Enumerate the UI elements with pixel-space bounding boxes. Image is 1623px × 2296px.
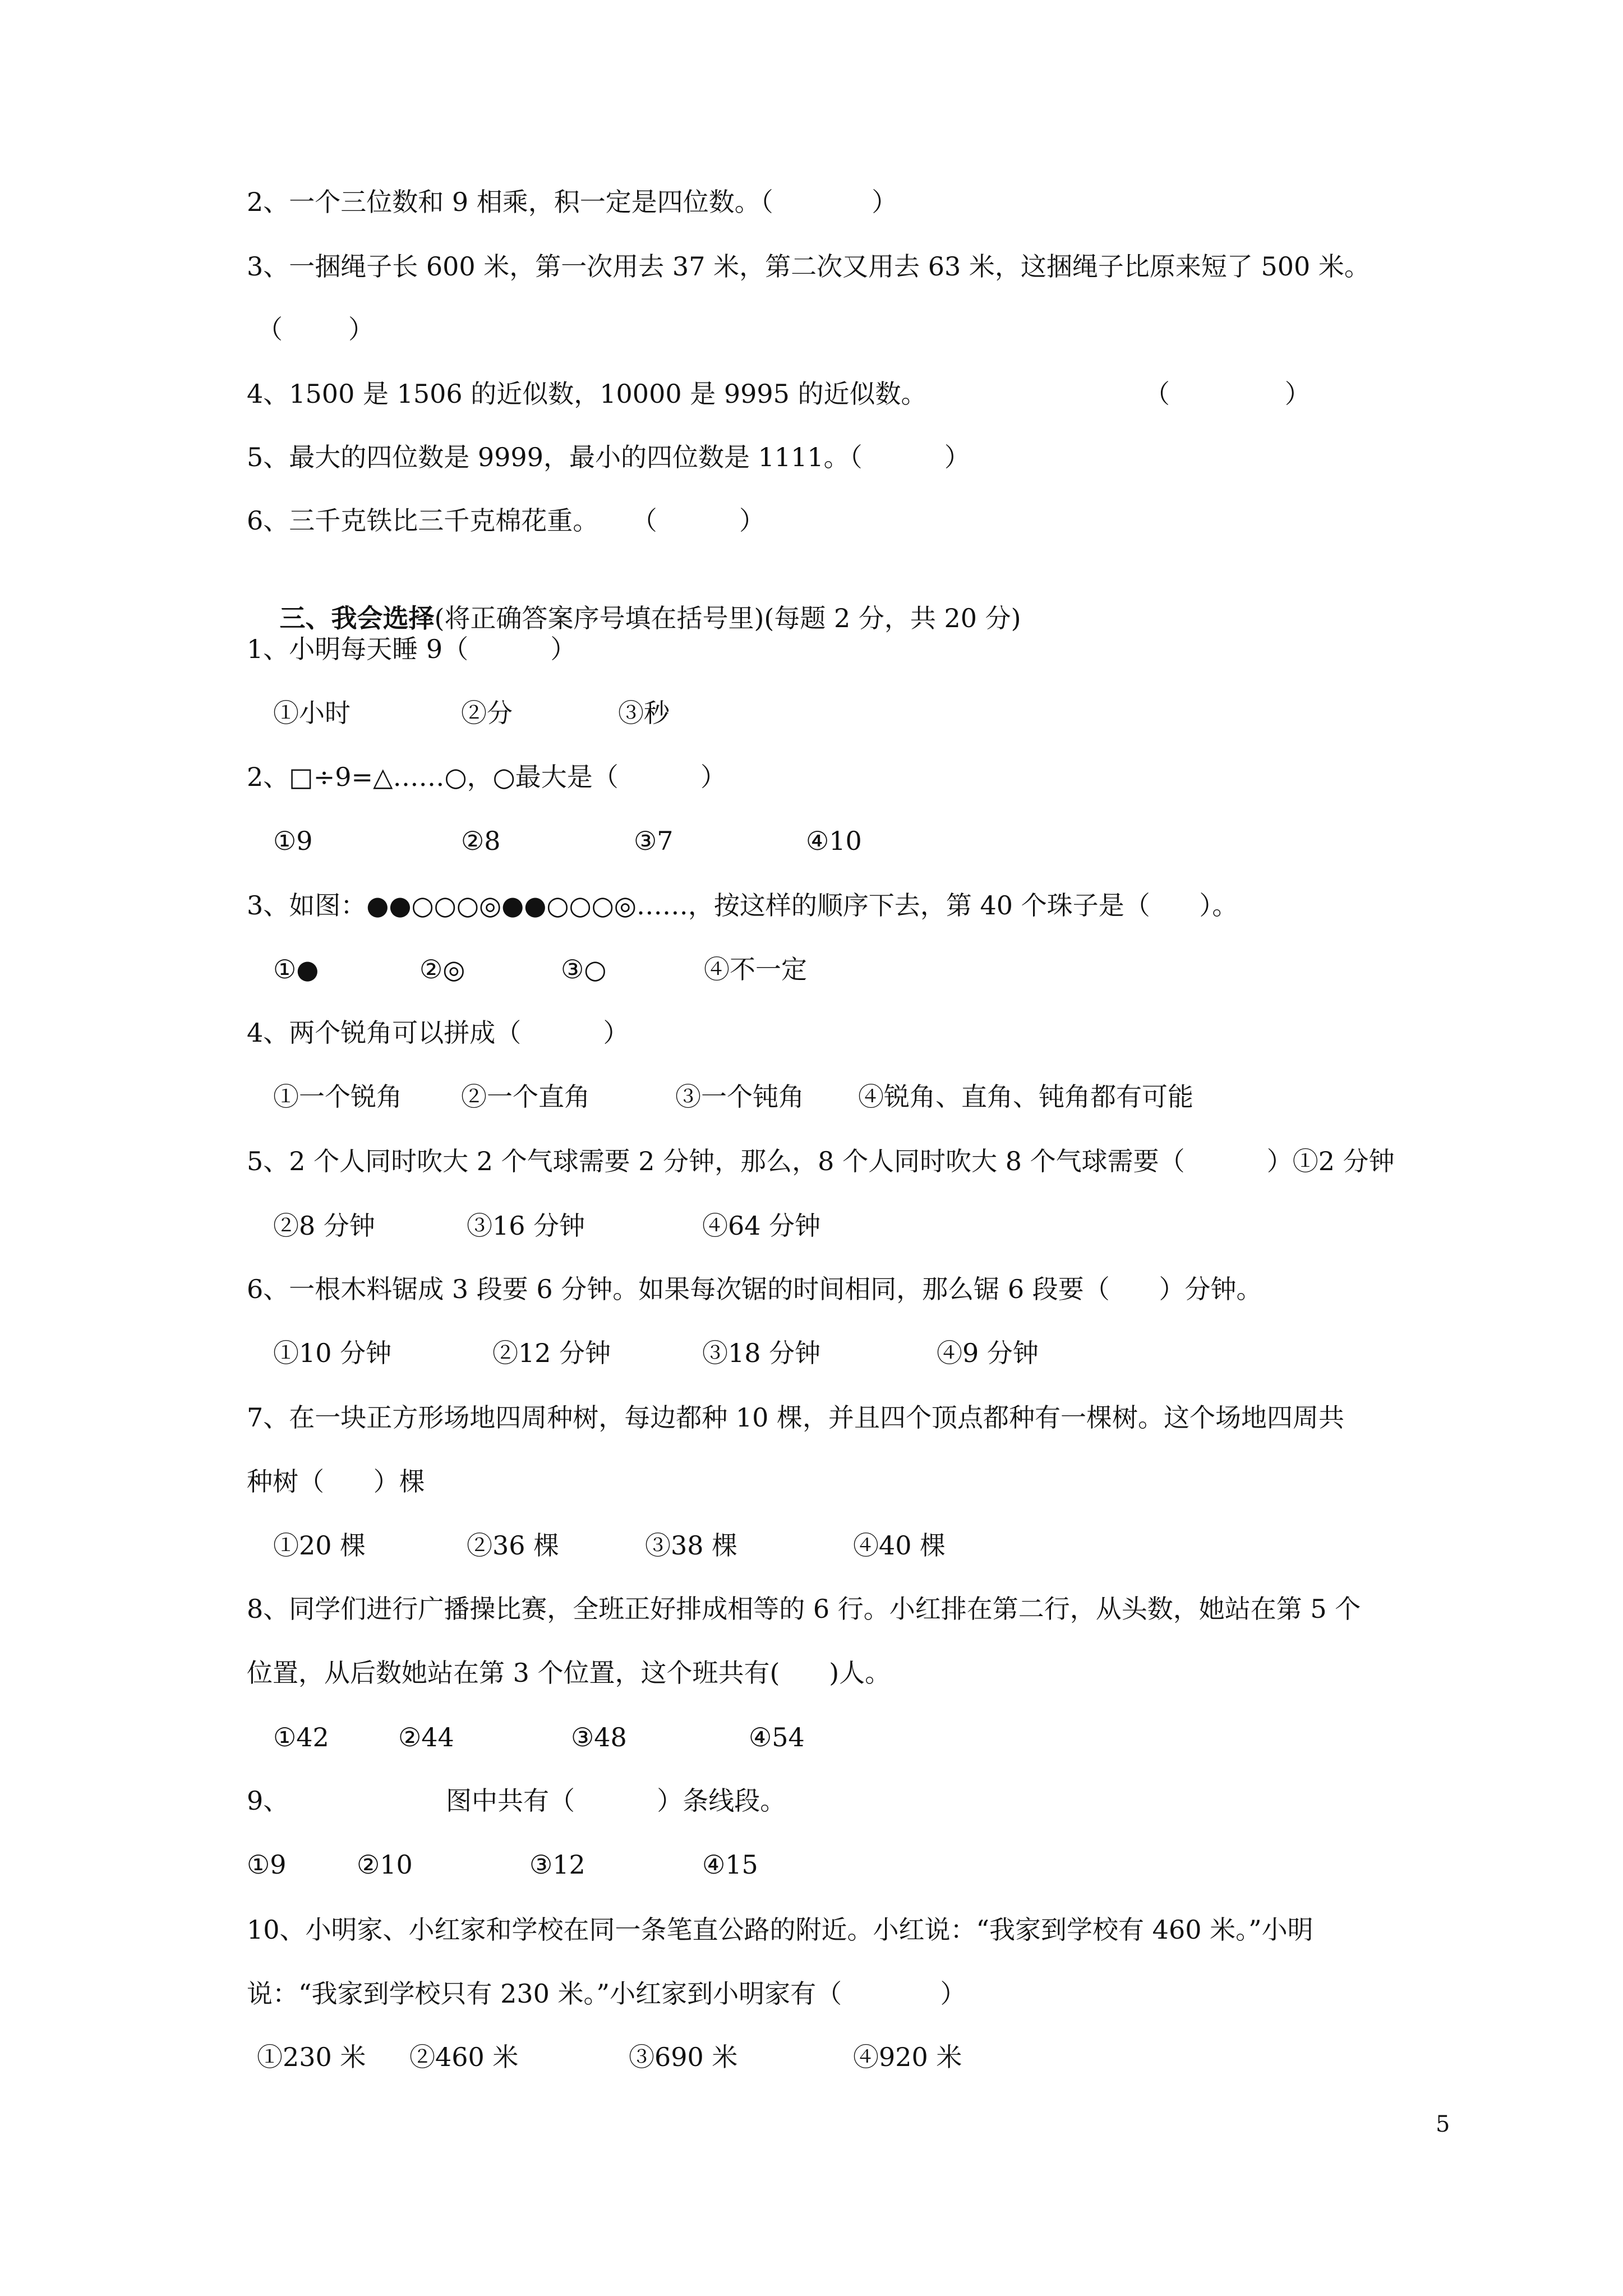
choice-options-1 [0, 696, 1623, 730]
choice-question-7: 7、在一块正方形场地四周种树，每边都种 10 棵，并且四个顶点都种有一棵树。这个场地四周共 [247, 1402, 1345, 1433]
choice-question-8-cont: 位置，从后数她站在第 3 个位置，这个班共有( )人。 [247, 1658, 891, 1688]
option: ④锐角、直角、钝角都有可能 [858, 1082, 1193, 1112]
option: ③7 [634, 826, 674, 856]
choice-options-4 [0, 1080, 1623, 1114]
choice-options-9 [0, 1848, 1623, 1881]
option: ②◎ [419, 954, 465, 984]
choice-question-4: 4、两个锐角可以拼成（ ） [247, 1018, 629, 1048]
option: ②10 [357, 1849, 413, 1880]
judge-question-3-paren: （ ） [257, 314, 374, 344]
option: ③12 [529, 1849, 585, 1880]
choice-question-9: 图中共有（ ）条线段。 [446, 1786, 786, 1816]
choice-options-8 [0, 1720, 1623, 1754]
choice-question-3: 3、如图：●●○○○◎●●○○○◎……，按这样的顺序下去，第 40 个珠子是（ ）。 [247, 890, 1238, 921]
option: ②分 [461, 698, 513, 728]
judge-question-5: 5、最大的四位数是 9999，最小的四位数是 1111。（ ） [247, 442, 970, 472]
section-title: 三、我会选择 [279, 603, 435, 633]
option: ④9 分钟 [937, 1338, 1039, 1368]
option: ②8 分钟 [273, 1211, 375, 1241]
choice-options-6 [0, 1336, 1623, 1370]
option: ④不一定 [704, 954, 807, 984]
option: ③18 分钟 [702, 1338, 821, 1368]
choice-question-2: 2、□÷9=△……○，○最大是（ ） [247, 762, 726, 792]
option: ②12 分钟 [492, 1338, 611, 1368]
option: ③38 棵 [645, 1530, 738, 1561]
option: ③一个钝角 [675, 1082, 804, 1112]
option: ③秒 [618, 698, 670, 728]
judge-question-6: 6、三千克铁比三千克棉花重。 （ ） [247, 505, 765, 536]
judge-question-4: 4、1500 是 1506 的近似数，10000 是 9995 的近似数。 [247, 379, 927, 409]
option: ②44 [398, 1722, 454, 1752]
option: ④920 米 [853, 2042, 962, 2072]
option: ②460 米 [409, 2042, 519, 2072]
option: ③48 [571, 1722, 627, 1752]
choice-options-2 [0, 824, 1623, 858]
option: ①● [273, 954, 319, 984]
choice-question-5: 5、2 个人同时吹大 2 个气球需要 2 分钟，那么，8 个人同时吹大 8 个气球需要（ ）①2 分钟 [247, 1146, 1395, 1176]
option: ①9 [273, 826, 313, 856]
choice-question-6: 6、一根木料锯成 3 段要 6 分钟。如果每次锯的时间相同，那么锯 6 段要（ ）分钟。 [247, 1274, 1262, 1304]
option: ④15 [702, 1849, 758, 1880]
choice-question-1: 1、小明每天睡 9（ ） [247, 634, 577, 664]
judge-question-3: 3、一捆绳子长 600 米，第一次用去 37 米，第二次又用去 63 米，这捆绳子比原来短了 500 米。 [247, 251, 1370, 282]
choice-question-7-cont: 种树（ ）棵 [247, 1466, 425, 1497]
option: ①9 [247, 1849, 287, 1880]
option: ②一个直角 [461, 1082, 590, 1112]
choice-options-10 [0, 2040, 1623, 2074]
option: ①42 [273, 1722, 329, 1752]
section-heading [247, 568, 1021, 633]
page-number: 5 [1436, 2111, 1450, 2137]
choice-question-10: 10、小明家、小红家和学校在同一条笔直公路的附近。小红说：“我家到学校有 460 米。”小明 [247, 1915, 1313, 1945]
option: ①小时 [273, 698, 351, 728]
option: ①230 米 [257, 2042, 366, 2072]
option: ③○ [561, 954, 607, 984]
judge-question-4-paren: （ ） [1144, 379, 1311, 409]
choice-question-10-cont: 说：“我家到学校只有 230 米。”小红家到小明家有（ ） [247, 1978, 966, 2009]
choice-options-5 [0, 1209, 1623, 1243]
choice-options-3 [0, 953, 1623, 986]
option: ④54 [749, 1722, 805, 1752]
choice-question-9-number: 9、 [247, 1786, 289, 1816]
option: ③16 分钟 [467, 1211, 585, 1241]
option: ④40 棵 [853, 1530, 946, 1561]
option: ①一个锐角 [273, 1082, 402, 1112]
option: ④10 [806, 826, 862, 856]
option: ③690 米 [629, 2042, 738, 2072]
section-instructions: (将正确答案序号填在括号里)(每题 2 分，共 20 分) [434, 603, 1021, 633]
judge-question-2: 2、一个三位数和 9 相乘，积一定是四位数。（ ） [247, 187, 898, 217]
option: ①10 分钟 [273, 1338, 392, 1368]
option: ①20 棵 [273, 1530, 366, 1561]
option: ②8 [461, 826, 501, 856]
choice-options-7 [0, 1529, 1623, 1562]
choice-question-8: 8、同学们进行广播操比赛，全班正好排成相等的 6 行。小红排在第二行，从头数，她站在第 5 个 [247, 1594, 1361, 1624]
option: ②36 棵 [467, 1530, 560, 1561]
option: ④64 分钟 [702, 1211, 821, 1241]
